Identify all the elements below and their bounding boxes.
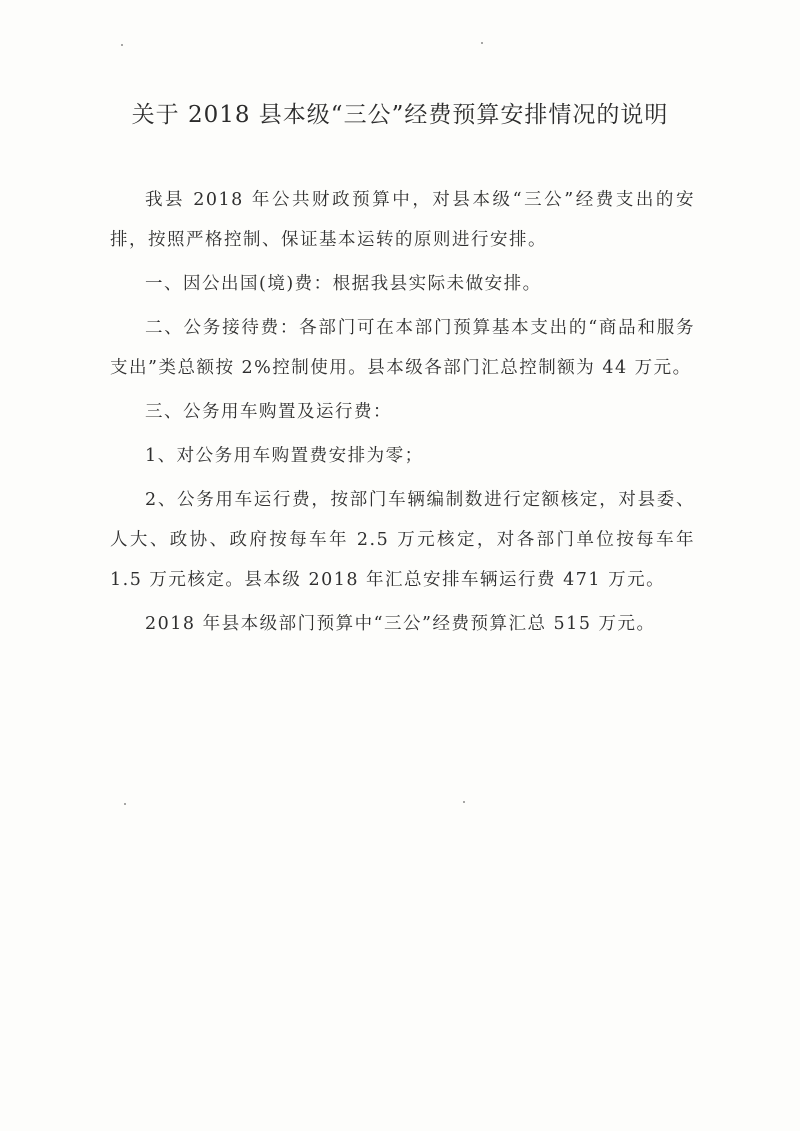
document-title: 关于 2018 县本级“三公”经费预算安排情况的说明 <box>131 102 669 128</box>
paragraph-total: 2018 年县本级部门预算中“三公”经费预算汇总 515 万元。 <box>145 614 656 634</box>
scan-speck <box>463 801 465 803</box>
paragraph-reception: 二、公务接待费：各部门可在本部门预算基本支出的“商品和服务支出”类总额按 2%控制使用。县本级各部门汇总控制额为 44 万元。 <box>110 318 695 378</box>
scan-speck <box>121 44 123 46</box>
paragraph-overseas-travel: 一、因公出国(境)费：根据我县实际未做安排。 <box>145 274 542 294</box>
scan-speck <box>481 42 483 44</box>
paragraph-vehicle-operation: 2、公务用车运行费，按部门车辆编制数进行定额核定，对县委、人大、政协、政府按每车年 2.5 万元核定，对各部门单位按每车年 1.5 万元核定。县本级 2018 年汇总安排车辆运行费 471 万元。 <box>110 490 695 590</box>
paragraph-intro: 我县 2018 年公共财政预算中，对县本级“三公”经费支出的安排，按照严格控制、保证基本运转的原则进行安排。 <box>110 190 695 250</box>
document-body <box>110 180 695 648</box>
paragraph-vehicles-heading: 三、公务用车购置及运行费： <box>145 402 392 422</box>
paragraph-vehicle-purchase: 1、对公务用车购置费安排为零； <box>145 446 424 466</box>
scan-speck <box>124 803 126 805</box>
